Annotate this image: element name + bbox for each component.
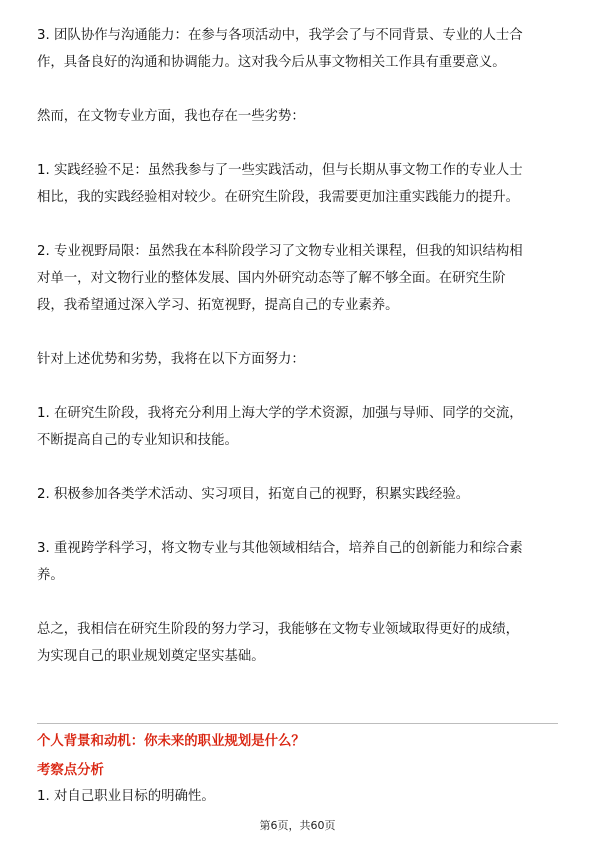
text-line: 针对上述优势和劣势，我将在以下方面努力： [37,352,305,367]
text-line: 1. 在研究生阶段，我将充分利用上海大学的学术资源，加强与导师、同学的交流， [37,406,523,421]
paragraph-interdisciplinary [37,535,561,589]
text-line: 养。 [37,568,64,583]
paragraph-practice [37,157,561,211]
text-line: 然而，在文物专业方面，我也存在一些劣势： [37,109,305,124]
analysis-point: 1. 对自己职业目标的明确性。 [37,789,215,804]
page-number: 第6页，共60页 [259,819,336,832]
analysis-heading: 考察点分析 [37,763,104,778]
paragraph-resources [37,400,561,454]
text-line: 3. 团队协作与沟通能力：在参与各项活动中，我学会了与不同背景、专业的人士合 [37,28,523,43]
paragraph-vision [37,238,561,319]
question-title: 个人背景和动机：你未来的职业规划是什么？ [37,734,305,749]
paragraph-teamwork [37,22,561,76]
text-line: 2. 积极参加各类学术活动、实习项目，拓宽自己的视野，积累实践经验。 [37,487,470,502]
text-line: 对单一，对文物行业的整体发展、国内外研究动态等了解不够全面。在研究生阶 [37,271,506,286]
paragraph-conclusion [37,616,561,670]
text-line: 作，具备良好的沟通和协调能力。这对我今后从事文物相关工作具有重要意义。 [37,55,506,70]
text-line: 总之，我相信在研究生阶段的努力学习，我能够在文物专业领域取得更好的成绩， [37,622,520,637]
text-line: 为实现自己的职业规划奠定坚实基础。 [37,649,265,664]
paragraph-activities [37,481,561,508]
text-line: 3. 重视跨学科学习，将文物专业与其他领域相结合，培养自己的创新能力和综合素 [37,541,523,556]
paragraph-effort-intro [37,346,561,373]
section-divider [37,723,558,724]
text-line: 不断提高自己的专业知识和技能。 [37,433,238,448]
document-body [37,22,561,670]
text-line: 1. 实践经验不足：虽然我参与了一些实践活动，但与长期从事文物工作的专业人士 [37,163,523,178]
text-line: 2. 专业视野局限：虽然我在本科阶段学习了文物专业相关课程，但我的知识结构相 [37,244,523,259]
text-line: 相比，我的实践经验相对较少。在研究生阶段，我需要更加注重实践能力的提升。 [37,190,520,205]
text-line: 段，我希望通过深入学习、拓宽视野，提高自己的专业素养。 [37,298,399,313]
paragraph-weakness-intro [37,103,561,130]
